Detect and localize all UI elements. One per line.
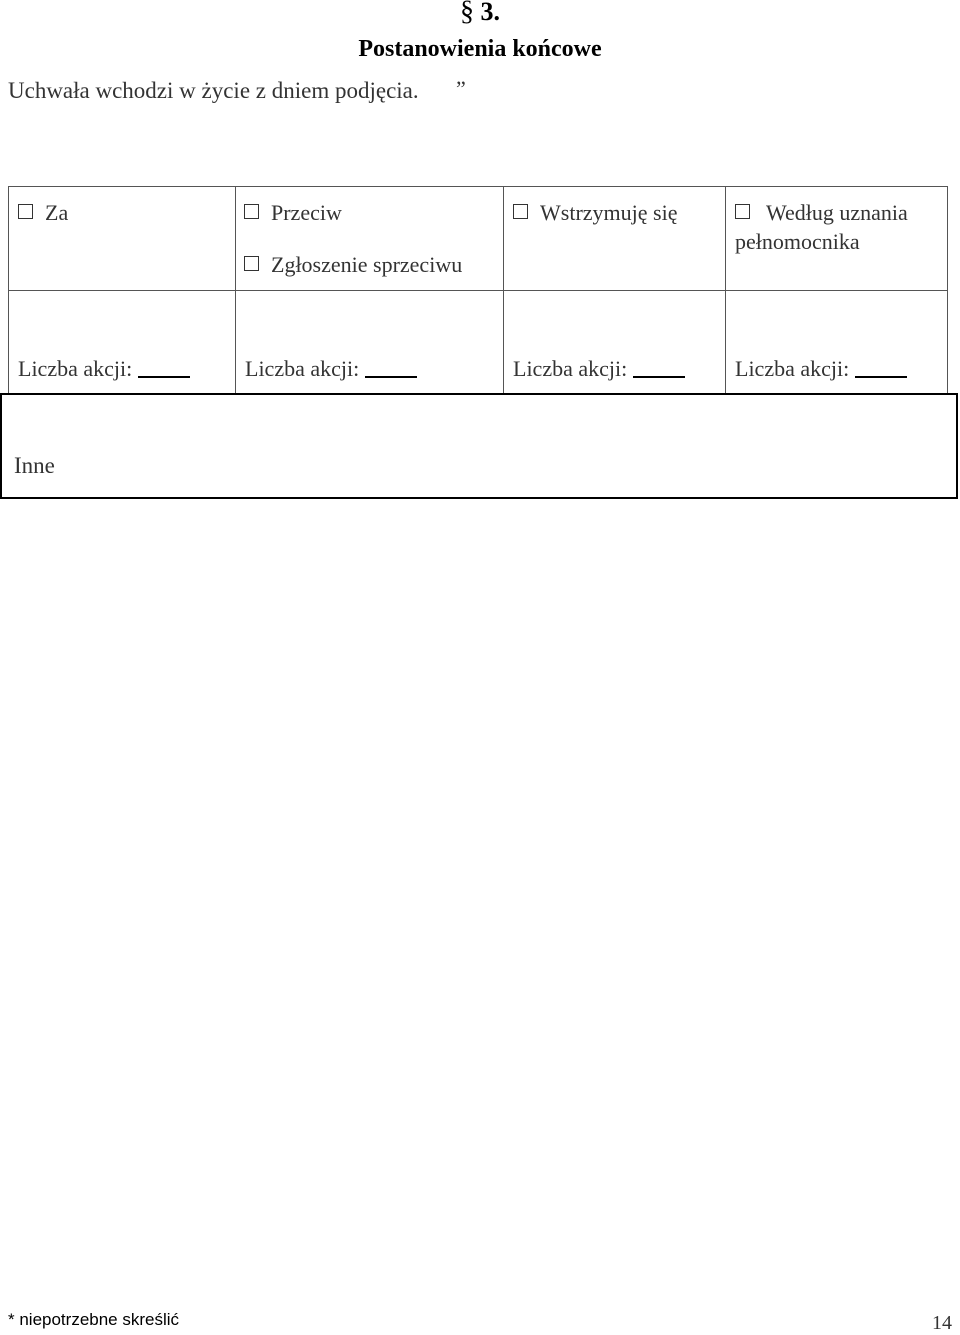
checkbox-zgloszenie[interactable]	[244, 256, 259, 271]
vote-table	[8, 186, 948, 394]
closing-quote: ”	[456, 76, 466, 101]
section-number	[0, 0, 960, 28]
other-label: Inne	[14, 453, 55, 478]
option-za-label: Za	[45, 200, 69, 225]
share-count-wedlug[interactable]	[735, 356, 907, 382]
share-count-przeciw[interactable]	[245, 356, 417, 382]
share-count-blank[interactable]	[138, 376, 190, 378]
option-zgloszenie-label: Zgłoszenie sprzeciwu	[271, 252, 463, 277]
share-count-label: Liczba akcji:	[245, 356, 360, 381]
option-wedlug-label-2: pełnomocnika	[735, 229, 860, 254]
share-count-blank[interactable]	[855, 376, 907, 378]
share-count-label: Liczba akcji:	[513, 356, 628, 381]
page-number: 14	[932, 1312, 952, 1334]
share-count-label: Liczba akcji:	[735, 356, 850, 381]
option-wedlug[interactable]	[735, 200, 908, 226]
checkbox-wstrzymuje[interactable]	[513, 204, 528, 219]
share-count-blank[interactable]	[365, 376, 417, 378]
option-wstrzymuje[interactable]	[513, 200, 677, 226]
option-wstrzymuje-label: Wstrzymuję się	[540, 200, 678, 225]
other-box[interactable]	[0, 393, 958, 499]
share-count-wstrzymuje[interactable]	[513, 356, 685, 382]
share-count-za[interactable]	[18, 356, 190, 382]
section-symbol: §	[460, 0, 474, 27]
checkbox-przeciw[interactable]	[244, 204, 259, 219]
option-wedlug-label-1: Według uznania	[766, 200, 908, 225]
option-przeciw[interactable]	[244, 200, 342, 226]
share-count-label: Liczba akcji:	[18, 356, 133, 381]
footnote: * niepotrzebne skreślić	[8, 1310, 180, 1329]
checkbox-za[interactable]	[18, 204, 33, 219]
section-number-text: 3.	[480, 0, 500, 26]
option-za[interactable]	[18, 200, 68, 226]
option-zgloszenie[interactable]	[244, 252, 462, 278]
option-przeciw-label: Przeciw	[271, 200, 342, 225]
checkbox-wedlug[interactable]	[735, 204, 750, 219]
share-count-blank[interactable]	[633, 376, 685, 378]
section-title: Postanowienia końcowe	[358, 36, 602, 62]
resolution-text: Uchwała wchodzi w życie z dniem podjęcia.	[8, 78, 419, 103]
